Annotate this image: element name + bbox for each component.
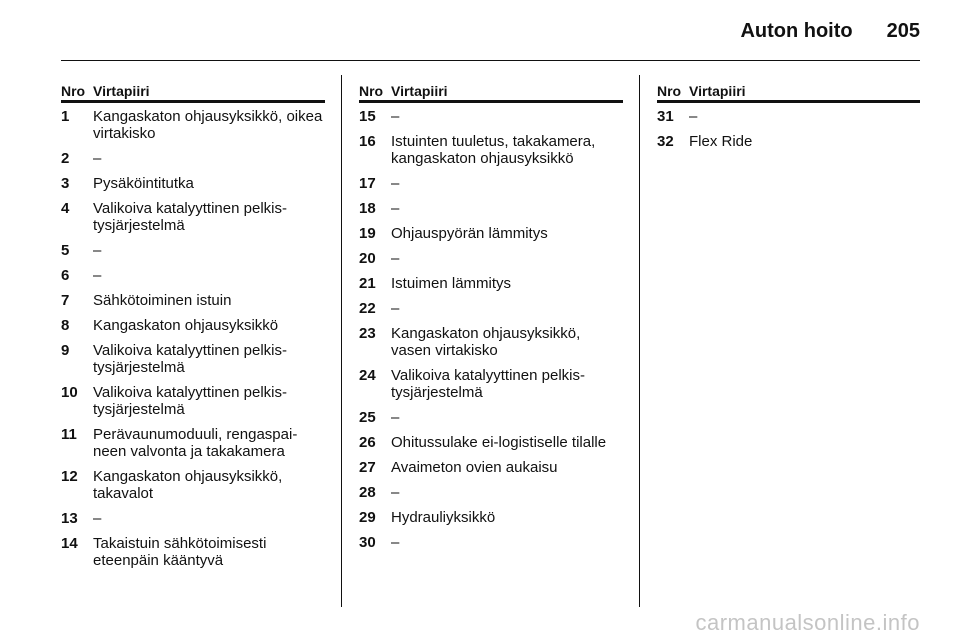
circuit-name: Valikoiva katalyyttinen pelkistysjärjestelmä: [93, 384, 287, 418]
table-row: [61, 108, 325, 142]
circuit-name: Valikoiva katalyyttinen pelkistysjärjestelmä: [93, 200, 287, 234]
fuse-number: 7: [61, 292, 70, 309]
fuse-number: 1: [61, 108, 70, 125]
watermark: carmanualsonline.info: [695, 610, 920, 635]
circuit-name: –: [391, 108, 400, 125]
fuse-number: 20: [359, 250, 376, 267]
table-row: [359, 367, 623, 401]
table-row: [61, 200, 325, 234]
column-header-circuit: Virtapiiri: [689, 83, 746, 99]
fuse-number: 24: [359, 367, 376, 384]
table-row: [359, 459, 623, 476]
circuit-name: –: [391, 200, 400, 217]
table-row: [61, 468, 325, 502]
table-row: [359, 175, 623, 192]
fuse-number: 13: [61, 510, 78, 527]
table-header: [359, 80, 623, 103]
table-row: [61, 384, 325, 418]
table-row: [359, 133, 623, 167]
table-row: [359, 300, 623, 317]
fuse-number: 2: [61, 150, 70, 167]
fuse-number: 25: [359, 409, 376, 426]
circuit-name: –: [391, 409, 400, 426]
table-row: [657, 133, 920, 150]
circuit-name: –: [93, 150, 102, 167]
fuse-number: 29: [359, 509, 376, 526]
circuit-name: Kangaskaton ohjausyksikkö, vasen virtakisko: [391, 325, 581, 359]
circuit-name: Avaimeton ovien aukaisu: [391, 459, 558, 476]
fuse-number: 31: [657, 108, 674, 125]
circuit-name: Takaistuin sähkötoimisesti eteenpäin kääntyvä: [93, 535, 267, 569]
fuse-number: 11: [61, 426, 77, 443]
fuse-number: 27: [359, 459, 376, 476]
fuse-number: 8: [61, 317, 70, 334]
table-row: [359, 250, 623, 267]
table-row: [359, 509, 623, 526]
table-row: [359, 409, 623, 426]
table-rows: [657, 108, 920, 150]
circuit-name: Kangaskaton ohjausyksikkö, oikea virtakisko: [93, 108, 323, 142]
circuit-name: Istuimen lämmitys: [391, 275, 512, 292]
table-row: [61, 175, 325, 192]
circuit-name: Ohitussulake ei-logistiselle tilalle: [391, 434, 607, 451]
circuit-name: Hydrauliyksikkö: [391, 509, 496, 526]
circuit-name: Kangaskaton ohjausyksikkö, takavalot: [93, 468, 283, 502]
table-header: [657, 80, 920, 103]
circuit-name: –: [93, 267, 102, 284]
fuse-number: 10: [61, 384, 78, 401]
table-row: [359, 200, 623, 217]
circuit-name: Ohjauspyörän lämmitys: [391, 225, 548, 242]
table-row: [61, 267, 325, 284]
table-row: [359, 108, 623, 125]
fuse-table-column-2: [359, 80, 623, 559]
page-number: 205: [886, 20, 920, 42]
circuit-name: –: [391, 484, 400, 501]
table-header: [61, 80, 325, 103]
table-row: [657, 108, 920, 125]
table-row: [359, 434, 623, 451]
table-row: [61, 510, 325, 527]
circuit-name: Pysäköintitutka: [93, 175, 194, 192]
fuse-number: 4: [61, 200, 70, 217]
column-header-nro: Nro: [61, 83, 86, 99]
table-rows: [61, 108, 325, 569]
circuit-name: Istuinten tuuletus, takakamera, kangaskaton ohjausyksikkö: [391, 133, 596, 167]
table-row: [61, 292, 325, 309]
column-header-nro: Nro: [657, 83, 682, 99]
column-divider: [341, 75, 342, 607]
fuse-number: 3: [61, 175, 70, 192]
fuse-number: 18: [359, 200, 376, 217]
table-row: [61, 242, 325, 259]
table-row: [359, 225, 623, 242]
circuit-name: Valikoiva katalyyttinen pelkistysjärjestelmä: [391, 367, 585, 401]
section-title: Auton hoito: [740, 20, 853, 42]
fuse-number: 30: [359, 534, 376, 551]
column-header-circuit: Virtapiiri: [391, 83, 448, 99]
table-row: [359, 534, 623, 551]
fuse-number: 23: [359, 325, 376, 342]
fuse-number: 6: [61, 267, 70, 284]
table-row: [61, 342, 325, 376]
fuse-number: 19: [359, 225, 376, 242]
page-header: [61, 20, 920, 44]
column-header-nro: Nro: [359, 83, 384, 99]
circuit-name: –: [391, 300, 400, 317]
table-row: [61, 426, 325, 460]
fuse-number: 9: [61, 342, 70, 359]
circuit-name: –: [93, 510, 102, 527]
fuse-number: 32: [657, 133, 674, 150]
column-divider: [639, 75, 640, 607]
circuit-name: Valikoiva katalyyttinen pelkistysjärjestelmä: [93, 342, 287, 376]
circuit-name: Perävaunumoduuli, rengaspaineen valvonta ja takakamera: [93, 426, 298, 460]
table-row: [359, 484, 623, 501]
circuit-name: Flex Ride: [689, 133, 753, 150]
column-header-circuit: Virtapiiri: [93, 83, 150, 99]
header-rule: [61, 60, 920, 61]
circuit-name: –: [93, 242, 102, 259]
fuse-number: 26: [359, 434, 376, 451]
circuit-name: –: [391, 175, 400, 192]
table-row: [61, 535, 325, 569]
table-row: [359, 275, 623, 292]
fuse-number: 15: [359, 108, 376, 125]
fuse-table-column-1: [61, 80, 325, 577]
fuse-number: 14: [61, 535, 78, 552]
fuse-number: 21: [359, 275, 376, 292]
fuse-number: 16: [359, 133, 376, 150]
circuit-name: –: [689, 108, 698, 125]
fuse-number: 17: [359, 175, 376, 192]
circuit-name: –: [391, 250, 400, 267]
fuse-table-column-3: [657, 80, 920, 158]
circuit-name: –: [391, 534, 400, 551]
circuit-name: Sähkötoiminen istuin: [93, 292, 232, 309]
fuse-number: 5: [61, 242, 70, 259]
table-row: [61, 150, 325, 167]
fuse-number: 28: [359, 484, 376, 501]
table-rows: [359, 108, 623, 551]
table-row: [359, 325, 623, 359]
fuse-number: 22: [359, 300, 376, 317]
fuse-number: 12: [61, 468, 78, 485]
circuit-name: Kangaskaton ohjausyksikkö: [93, 317, 279, 334]
table-row: [61, 317, 325, 334]
